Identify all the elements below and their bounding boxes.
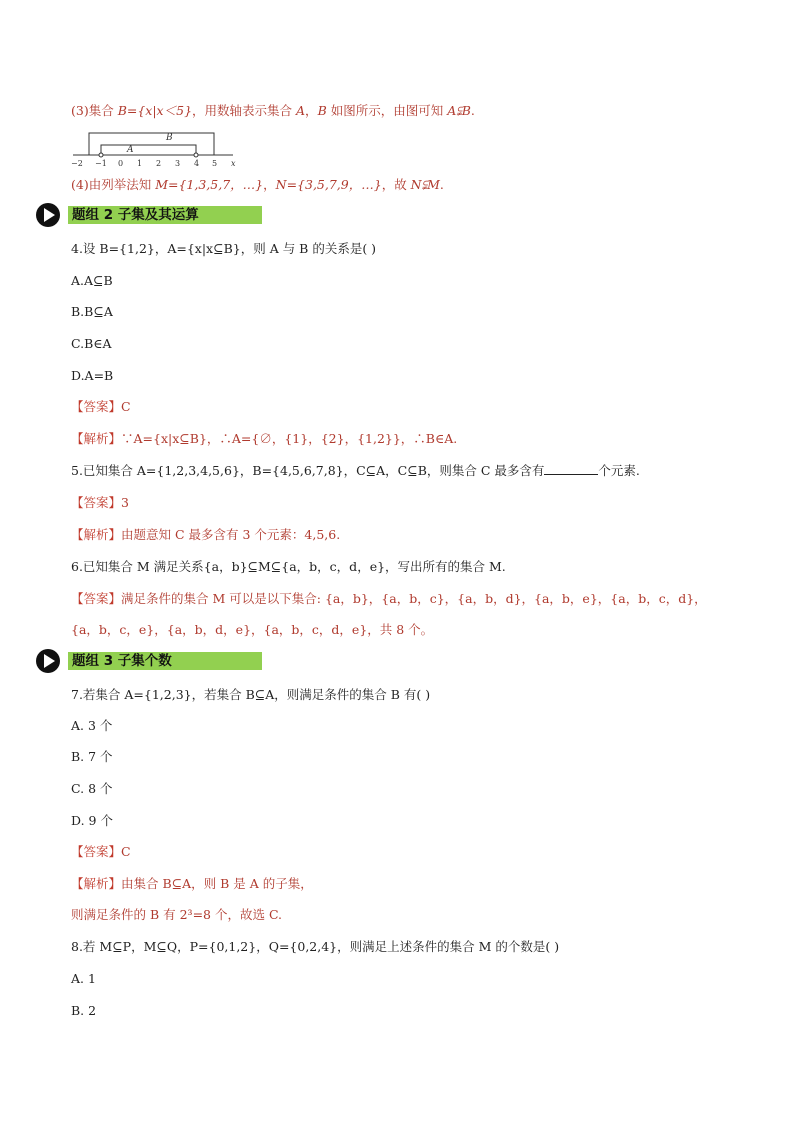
option-b: B. 2 <box>71 1003 97 1018</box>
answer-tag: 【答案】 <box>71 399 122 414</box>
analysis-line <box>71 526 340 544</box>
label-b: B <box>166 133 173 143</box>
answer-line <box>71 843 131 861</box>
answer-line <box>71 398 131 416</box>
tick-label: 1 <box>137 159 143 168</box>
analysis-line <box>71 875 313 893</box>
tick-label: −2 <box>71 159 83 168</box>
number-line-figure <box>71 128 251 168</box>
analysis-tag: 【解析】 <box>71 527 122 542</box>
section-title: 题组 2 子集及其运算 <box>72 207 199 223</box>
option-c: C.B∈A <box>71 336 112 351</box>
text-segment: 如图所示，由图可知 <box>326 103 448 118</box>
answer-line <box>71 590 707 608</box>
math-relation: N⫋M <box>410 177 440 192</box>
text-segment: . <box>470 103 475 118</box>
math-set-n: N={3,5,7,9，…} <box>275 177 382 192</box>
answer-value: C <box>121 399 131 414</box>
analysis-line <box>71 430 457 448</box>
tick-label: 5 <box>212 159 218 168</box>
option-c: C. 8 个 <box>71 781 113 796</box>
set-a-bracket <box>101 145 196 155</box>
text-segment: ，用数轴表示集合 <box>192 103 297 118</box>
stem-text: 5.已知集合 A={1,2,3,4,5,6}，B={4,5,6,7,8}，C⊆A，C⊆B，则集合 C 最多含有 <box>71 463 545 478</box>
tick-label: 4 <box>194 159 200 168</box>
answer-value: C <box>121 844 131 859</box>
option-d: D. 9 个 <box>71 813 113 828</box>
text-segment: ，故 <box>381 177 411 192</box>
text-segment: . <box>439 177 444 192</box>
text-segment: (3)集合 <box>71 103 118 118</box>
analysis-tag: 【解析】 <box>71 431 122 446</box>
section-header-2 <box>36 204 266 226</box>
math-a: A <box>296 103 306 118</box>
stem-text: 个元素. <box>598 463 640 478</box>
solution-line-3 <box>71 102 475 120</box>
question-6-stem: 6.已知集合 M 满足关系{a，b}⊆M⊆{a，b，c，d，e}，写出所有的集合 M. <box>71 559 506 574</box>
analysis-text: 由集合 B⊆A，则 B 是 A 的子集， <box>121 876 313 891</box>
section-title: 题组 3 子集个数 <box>72 653 172 669</box>
analysis-continuation: 则满足条件的 B 有 2³=8 个，故选 C. <box>71 907 283 922</box>
tick-label: −1 <box>95 159 107 168</box>
section-header-3 <box>36 650 266 672</box>
text-segment: ， <box>305 103 318 118</box>
math-set-b: B={x|x＜5} <box>117 103 193 118</box>
option-a: A. 1 <box>71 971 96 986</box>
open-point <box>99 153 103 157</box>
text-segment: (4)由列举法知 <box>71 177 156 192</box>
analysis-tag: 【解析】 <box>71 876 122 891</box>
option-b: B.B⊆A <box>71 304 113 319</box>
solution-line-4 <box>71 176 444 194</box>
question-7-stem: 7.若集合 A={1,2,3}，若集合 B⊆A，则满足条件的集合 B 有( ) <box>71 687 431 702</box>
fill-blank[interactable] <box>544 462 598 475</box>
analysis-text: ∵A={x|x⊆B}，∴A={∅，{1}，{2}，{1,2}}，∴B∈A. <box>121 431 458 446</box>
question-5-stem <box>71 462 640 480</box>
text-segment: ， <box>263 177 276 192</box>
option-b: B. 7 个 <box>71 749 113 764</box>
open-point <box>194 153 198 157</box>
set-b-bracket <box>89 133 214 155</box>
answer-tag: 【答案】 <box>71 495 122 510</box>
question-4-stem: 4.设 B={1,2}，A={x|x⊆B}，则 A 与 B 的关系是( ) <box>71 241 377 256</box>
answer-tag: 【答案】 <box>71 591 122 606</box>
analysis-text: 由题意知 C 最多含有 3 个元素：4,5,6. <box>121 527 341 542</box>
answer-continuation: {a，b，c，e}，{a，b，d，e}，{a，b，c，d，e}，共 8 个。 <box>71 622 434 637</box>
answer-tag: 【答案】 <box>71 844 122 859</box>
math-set-m: M={1,3,5,7，…} <box>155 177 264 192</box>
answer-text: 满足条件的集合 M 可以是以下集合: {a，b}，{a，b，c}，{a，b，d}，{a，b，e}，{a，b，c，d}， <box>121 591 707 606</box>
question-8-stem: 8.若 M⊆P，M⊆Q，P={0,1,2}，Q={0,2,4}，则满足上述条件的集合 M 的个数是( ) <box>71 939 560 954</box>
tick-label: 2 <box>156 159 162 168</box>
play-arrow-icon <box>36 649 60 673</box>
option-a: A. 3 个 <box>71 718 113 733</box>
tick-label: 0 <box>118 159 124 168</box>
play-arrow-icon <box>36 203 60 227</box>
label-a: A <box>127 145 134 155</box>
math-b: B <box>317 103 327 118</box>
option-d: D.A=B <box>71 368 114 383</box>
tick-label: 3 <box>175 159 181 168</box>
answer-value: 3 <box>121 495 129 510</box>
math-relation: A⫋B <box>447 103 471 118</box>
axis-label-x: x <box>231 159 236 168</box>
option-a: A.A⊆B <box>71 273 113 288</box>
answer-line <box>71 494 129 512</box>
